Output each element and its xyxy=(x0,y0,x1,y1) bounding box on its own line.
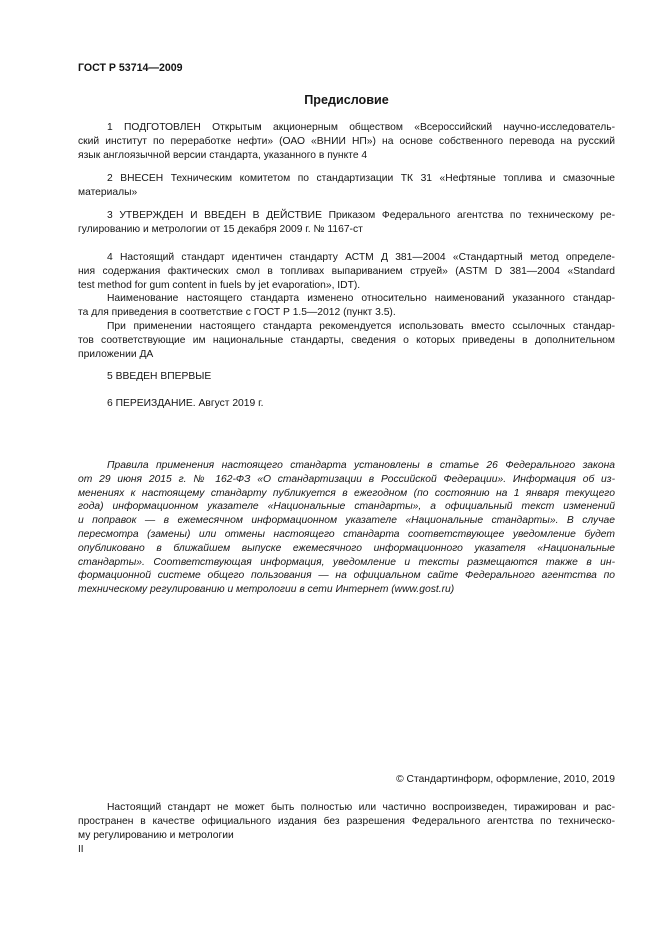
foreword-item-4-references xyxy=(78,320,615,361)
foreword-item-1 xyxy=(78,121,615,162)
paragraph-line: 2 ВНЕСЕН Техническим комитетом по стандартизации ТК 31 «Нефтяные топлива и смазочные xyxy=(107,173,615,184)
paragraph-line: гулированию и метрологии от 15 декабря 2009 г. № 1167-ст xyxy=(78,223,363,235)
notice-line: опубликовано в ближайшем выпуске ежемесячного информационного указателя «Национальные xyxy=(78,542,615,554)
foreword-item-4 xyxy=(78,251,615,292)
notice-line: стандарты». Соответствующая информация, уведомление и тексты размещаются также в ин- xyxy=(78,556,615,568)
paragraph-line: тов соответствующие им национальные стандарты, сведения о которых приведены в дополнительном xyxy=(78,334,615,346)
standard-application-notice xyxy=(78,459,615,597)
paragraph-line: Настоящий стандарт не может быть полностью или частично воспроизведен, тиражирован и рас- xyxy=(107,802,615,813)
notice-line: года) информационном указателе «Национальные стандарты», а официальный текст изменений xyxy=(78,501,615,513)
page-number: II xyxy=(78,844,84,855)
document-code: ГОСТ Р 53714—2009 xyxy=(78,62,183,74)
copyright-line: © Стандартинформ, оформление, 2010, 2019 xyxy=(396,774,615,785)
paragraph-line: 1 ПОДГОТОВЛЕН Открытым акционерным обществом «Всероссийский научно-исследователь- xyxy=(107,122,615,133)
notice-line: формационной системе общего пользования — на официальном сайте Федерального агентства по xyxy=(78,570,615,582)
notice-line: Правила применения настоящего стандарта установлены в статье 26 Федерального закона xyxy=(107,460,615,471)
paragraph-line: 3 УТВЕРЖДЕН И ВВЕДЕН В ДЕЙСТВИЕ Приказом Федерального агентства по техническому ре- xyxy=(107,210,615,221)
paragraph-line: 5 ВВЕДЕН ВПЕРВЫЕ xyxy=(107,371,212,382)
paragraph-line: ния содержания фактических смол в топливах выпариванием струей» (ASTM D 381—2004 «Standard xyxy=(78,265,615,277)
notice-line: и поправок — в ежемесячном информационном указателе «Национальные стандарты». В случае xyxy=(78,515,615,527)
foreword-item-2 xyxy=(78,172,615,200)
notice-line: от 29 июня 2015 г. № 162-ФЗ «О стандартизации в Российской Федерации». Информация об из- xyxy=(78,473,615,485)
paragraph-line: 4 Настоящий стандарт идентичен стандарту АСТМ Д 381—2004 «Стандартный метод определе- xyxy=(107,252,615,263)
notice-line: пересмотра (замены) или отмены настоящего стандарта соответствующее уведомление будет xyxy=(78,528,615,540)
paragraph-line: пространен в качестве официального издания без разрешения Федерального агентства по техническо- xyxy=(78,815,615,827)
foreword-item-6 xyxy=(78,397,615,411)
foreword-item-4-name-change xyxy=(78,292,615,320)
paragraph-line: та для приведения в соответствие с ГОСТ Р 1.5—2012 (пункт 3.5). xyxy=(78,307,396,319)
notice-line: техническому регулированию и метрологии в сети Интернет (www.gost.ru) xyxy=(78,584,455,596)
paragraph-line: При применении настоящего стандарта рекомендуется использовать вместо ссылочных стандар- xyxy=(107,321,615,332)
paragraph-line: 6 ПЕРЕИЗДАНИЕ. Август 2019 г. xyxy=(107,398,264,409)
notice-line: менениях к настоящему стандарту публикуется в ежегодном (по состоянию на 1 января текущего xyxy=(78,487,615,499)
paragraph-line: язык англоязычной версии стандарта, указанного в пункте 4 xyxy=(78,149,368,161)
paragraph-line: test method for gum content in fuels by jet evaporation», IDT). xyxy=(78,279,361,291)
reproduction-notice xyxy=(78,801,615,842)
foreword-title: Предисловие xyxy=(304,93,389,107)
paragraph-line: приложении ДА xyxy=(78,348,154,360)
foreword-item-5 xyxy=(78,370,615,384)
paragraph-line: Наименование настоящего стандарта изменено относительно наименований указанного стандар- xyxy=(107,293,615,305)
paragraph-line: материалы» xyxy=(78,186,138,198)
paragraph-line: ский институт по переработке нефти» (ОАО «ВНИИ НП») на основе собственного перевода на русский xyxy=(78,135,615,147)
paragraph-line: му регулированию и метрологии xyxy=(78,829,234,841)
foreword-item-3 xyxy=(78,209,615,237)
